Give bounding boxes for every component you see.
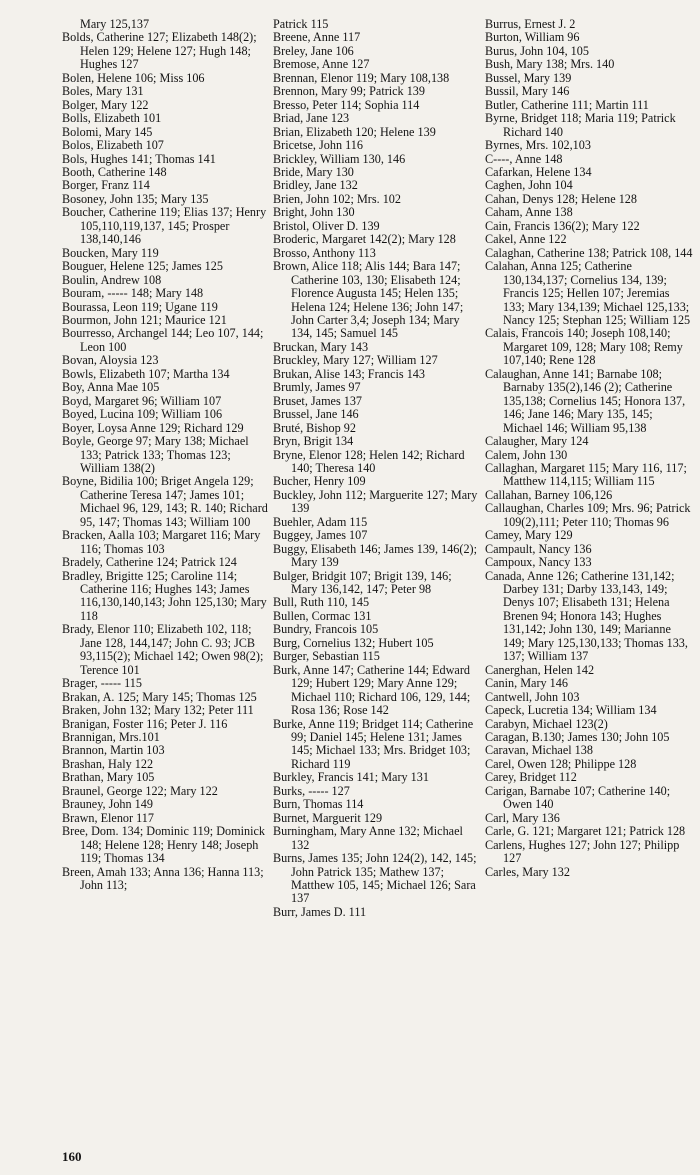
index-entry: Buggey, James 107 [273,528,368,543]
page-number: 160 [62,1149,82,1164]
index-entry: Bush, Mary 138; Mrs. 140 [485,57,615,72]
index-entry: Calem, John 130 [485,447,568,462]
index-entry: Breene, Anne 117 [273,30,361,45]
index-entry: Cain, Francis 136(2); Mary 122 [485,218,640,233]
index-entry: Booth, Catherine 148 [62,164,167,179]
index-entry: Brashan, Haly 122 [62,756,154,771]
index-entry: Brager, ----- 115 [62,676,142,691]
index-entry: Burk, Anne 147; Catherine 144; Edward 129; Hubert 129; Mary Anne 129; Michael 110; Richard 106, 129, 144; Rosa 136; Rose 142 [273,662,471,718]
index-entry: Bremose, Anne 127 [273,57,370,72]
index-entry: Brumly, James 97 [273,380,361,395]
index-column-1 [62,18,268,892]
index-entry: Breley, Jane 106 [273,43,354,58]
index-entry: Bullen, Cormac 131 [273,608,372,623]
index-entry: Brickley, William 130, 146 [273,151,406,166]
index-entry: Carle, G. 121; Margaret 121; Patrick 128 [485,824,686,839]
index-entry: Carlens, Hughes 127; John 127; Philipp 127 [485,837,680,866]
index-entry: Bolos, Elizabeth 107 [62,138,164,153]
index-entry: Bradley, Brigitte 125; Caroline 114; Catherine 116; Hughes 143; James 116,130,140,143; John 125,130; Mary 118 [62,568,267,623]
index-entry: Boyed, Lucina 109; William 106 [62,407,223,422]
index-entry: Cantwell, John 103 [485,689,580,704]
index-column-2 [273,18,479,919]
index-entry: Boucher, Catherine 119; Elias 137; Henry 105,110,119,137, 145; Prosper 138,140,146 [62,205,267,247]
index-entry: Callahan, Barney 106,126 [485,487,613,502]
index-entry: Calaughan, Anne 141; Barnabe 108; Barnaby 135(2),146 (2); Catherine 135,138; Cornelius 145; Honora 137, 146; Jane 146; Mary 135, 145; Michael 146; William 95,138 [485,366,686,435]
index-entry: Caravan, Michael 138 [485,743,593,758]
index-entry: Carigan, Barnabe 107; Catherine 140; Owen 140 [485,783,671,812]
index-entry: Brian, Elizabeth 120; Helene 139 [273,124,436,139]
index-entry: Brown, Alice 118; Alis 144; Bara 147; Catherine 103, 130; Elisabeth 124; Florence Augusta 145; Helen 135; Helena 124; Helene 136; John 147; John Carter 3,4; Joseph 134; Mary 134, 145; Samuel 145 [273,259,464,341]
index-entry: Caghen, John 104 [485,178,573,193]
index-entry: Burrus, Ernest J. 2 [485,17,576,31]
index-entry: Bouram, ----- 148; Mary 148 [62,286,204,301]
index-entry: Callaghan, Margaret 115; Mary 116, 117; Matthew 114,115; William 115 [485,460,687,489]
index-entry: Calaugher, Mary 124 [485,434,589,449]
index-entry: Bruset, James 137 [273,393,363,408]
index-entry: Calaghan, Catherine 138; Patrick 108, 144 [485,245,693,260]
index-entry: Callaughan, Charles 109; Mrs. 96; Patrick 109(2),111; Peter 110; Thomas 96 [485,501,691,529]
index-entry: Brauney, John 149 [62,797,153,812]
index-entry: Burkley, Francis 141; Mary 131 [273,770,429,785]
index-entry: Bright, John 130 [273,205,355,220]
index-entry: Bolger, Mary 122 [62,97,149,112]
index-entry: Bovan, Aloysia 123 [62,353,159,368]
index-entry: Brakan, A. 125; Mary 145; Thomas 125 [62,689,257,704]
index-entry: Bride, Mary 130 [273,164,354,179]
index-entry: Brady, Elenor 110; Elizabeth 102, 118; Jane 128, 144,147; John C. 93; JCB 93,115(2); Michael 142; Owen 98(2); Terence 101 [62,622,264,677]
index-entry: Boyne, Bidilia 100; Briget Angela 129; Catherine Teresa 147; James 101; Michael 96, 129, 143; R. 140; Richard 95, 147; Thomas 143; William 100 [62,474,268,529]
index-entry: Bolls, Elizabeth 101 [62,111,162,126]
index-entry: Bundry, Francois 105 [273,622,379,637]
index-entry: Bourassa, Leon 119; Ugane 119 [62,299,218,314]
index-entry: Boy, Anna Mae 105 [62,380,160,395]
index-entry: Bourmon, John 121; Maurice 121 [62,312,227,327]
index-entry: Brathan, Mary 105 [62,770,155,785]
index-entry: Brien, John 102; Mrs. 102 [273,191,401,206]
index-entry: Calais, Francois 140; Joseph 108,140; Margaret 109, 128; Mary 108; Remy 107,140; Rene 128 [485,326,683,368]
index-entry: Caham, Anne 138 [485,205,573,220]
index-entry: Camey, Mary 129 [485,528,573,543]
index-entry: Bolen, Helene 106; Miss 106 [62,70,205,85]
index-entry: Burton, William 96 [485,30,580,45]
index-entry: Campoux, Nancy 133 [485,555,592,570]
index-entry: Canada, Anne 126; Catherine 131,142; Darbey 131; Darby 133,143, 149; Denys 107; Elisabeth 131; Helena Brenen 94; Honora 143; Hughes 131,142; John 130, 149; Marianne 149; Mary 125,130,133; Thomas 133, 137; William 137 [485,568,688,664]
index-entry: Broderic, Margaret 142(2); Mary 128 [273,232,456,247]
index-entry: Braunel, George 122; Mary 122 [62,783,218,798]
index-entry: Bruté, Bishop 92 [273,420,356,435]
index-entry: Brawn, Elenor 117 [62,810,154,825]
index-entry: Mary 125,137 [80,17,150,31]
index-entry: Bols, Hughes 141; Thomas 141 [62,151,216,166]
index-entry: Braken, John 132; Mary 132; Peter 111 [62,703,254,718]
index-entry: Brannon, Martin 103 [62,743,165,758]
index-entry: Bussel, Mary 139 [485,70,572,85]
index-entry: Bristol, Oliver D. 139 [273,218,380,233]
index-entry: Bryn, Brigit 134 [273,434,354,449]
index-entry: Brennon, Mary 99; Patrick 139 [273,84,425,99]
index-entry: Burg, Cornelius 132; Hubert 105 [273,635,434,650]
index-entry: Bracken, Aalla 103; Margaret 116; Mary 116; Thomas 103 [62,528,261,556]
index-entry: Patrick 115 [273,17,329,31]
index-entry: Cahan, Denys 128; Helene 128 [485,191,637,206]
index-entry: Bull, Ruth 110, 145 [273,595,370,610]
index-entry: Bourresso, Archangel 144; Leo 107, 144; Leon 100 [62,326,264,354]
index-entry: Bree, Dom. 134; Dominic 119; Dominick 148; Helene 128; Henry 148; Joseph 119; Thomas 134 [62,824,265,866]
index-entry: Boyd, Margaret 96; William 107 [62,393,222,408]
index-entry: Briad, Jane 123 [273,111,350,126]
index-entry: Carey, Bridget 112 [485,770,577,785]
index-column-3 [485,18,693,879]
index-entry: Burns, James 135; John 124(2), 142, 145; John Patrick 135; Mathew 137; Matthew 105, 145; Michael 126; Sara 137 [273,851,477,906]
index-entry: Cakel, Anne 122 [485,232,567,247]
index-entry: Burningham, Mary Anne 132; Michael 132 [273,824,463,852]
index-entry: Carl, Mary 136 [485,810,560,825]
index-entry: Boucken, Mary 119 [62,245,159,260]
index-entry: Brukan, Alise 143; Francis 143 [273,366,425,381]
index-entry: Burnet, Marguerit 129 [273,810,383,825]
index-entry: Brosso, Anthony 113 [273,245,376,260]
index-entry: Brennan, Elenor 119; Mary 108,138 [273,70,450,85]
index-entry: Bricetse, John 116 [273,138,363,153]
index-entry: Burr, James D. 111 [273,904,367,919]
index-entry: Bruckan, Mary 143 [273,339,369,354]
index-entry: Buehler, Adam 115 [273,514,368,529]
index-entry: Branigan, Foster 116; Peter J. 116 [62,716,228,731]
index-entry: Cafarkan, Helene 134 [485,164,592,179]
index-entry: Campault, Nancy 136 [485,541,592,556]
index-entry: Carel, Owen 128; Philippe 128 [485,756,637,771]
index-entry: Bradely, Catherine 124; Patrick 124 [62,555,237,570]
index-entry: Bridley, Jane 132 [273,178,358,193]
index-entry: Canin, Mary 146 [485,676,568,691]
index-entry: Burks, ----- 127 [273,783,350,798]
index-entry: Brussel, Jane 146 [273,407,359,422]
index-entry: Canerghan, Helen 142 [485,662,595,677]
index-entry: Bruckley, Mary 127; William 127 [273,353,438,368]
index-entry: Bucher, Henry 109 [273,474,366,489]
index-entry: Carles, Mary 132 [485,864,570,879]
index-entry: Boyer, Loysa Anne 129; Richard 129 [62,420,244,435]
index-entry: Boles, Mary 131 [62,84,144,99]
index-entry: Breen, Amah 133; Anna 136; Hanna 113; John 113; [62,864,264,892]
index-entry: Buggy, Elisabeth 146; James 139, 146(2); Mary 139 [273,541,478,570]
index-entry: Borger, Franz 114 [62,178,150,193]
index-entry: Byrne, Bridget 118; Maria 119; Patrick Richard 140 [485,111,676,139]
index-entry: Calahan, Anna 125; Catherine 130,134,137; Cornelius 134, 139; Francis 125; Hellen 107; Jeremias 133; Mary 134,139; Michael 125,133; Nancy 125; Stephan 125; William 125 [485,259,691,327]
index-entry: Bowls, Elizabeth 107; Martha 134 [62,366,230,381]
index-entry: Burke, Anne 119; Bridget 114; Catherine 99; Daniel 145; Helene 131; James 145; Michael 133; Mrs. Bridget 103; Richard 119 [273,716,474,771]
index-entry: C----, Anne 148 [485,151,563,166]
index-entry: Bresso, Peter 114; Sophia 114 [273,97,420,112]
index-entry: Carabyn, Michael 123(2) [485,716,608,731]
index-entry: Byrnes, Mrs. 102,103 [485,138,591,153]
index-entry: Boyle, George 97; Mary 138; Michael 133; Patrick 133; Thomas 123; William 138(2) [62,434,249,475]
index-entry: Caragan, B.130; James 130; John 105 [485,730,670,745]
index-entry: Bryne, Elenor 128; Helen 142; Richard 140; Theresa 140 [273,447,465,475]
index-entry: Bussil, Mary 146 [485,84,570,99]
index-entry: Burger, Sebastian 115 [273,649,380,664]
index-entry: Brannigan, Mrs.101 [62,730,160,745]
index-entry: Bulger, Bridgit 107; Brigit 139, 146; Mary 136,142, 147; Peter 98 [273,568,452,597]
index-entry: Burus, John 104, 105 [485,43,589,58]
index-entry: Buckley, John 112; Marguerite 127; Mary 139 [273,487,478,516]
index-entry: Butler, Catherine 111; Martin 111 [485,97,649,112]
index-entry: Bolds, Catherine 127; Elizabeth 148(2); Helen 129; Helene 127; Hugh 148; Hughes 127 [62,30,257,72]
index-entry: Bouguer, Helene 125; James 125 [62,259,223,274]
index-entry: Bosoney, John 135; Mary 135 [62,191,209,206]
index-entry: Burn, Thomas 114 [273,797,364,812]
index-entry: Boulin, Andrew 108 [62,272,162,287]
index-entry: Capeck, Lucretia 134; William 134 [485,703,657,718]
index-entry: Bolomi, Mary 145 [62,124,153,139]
